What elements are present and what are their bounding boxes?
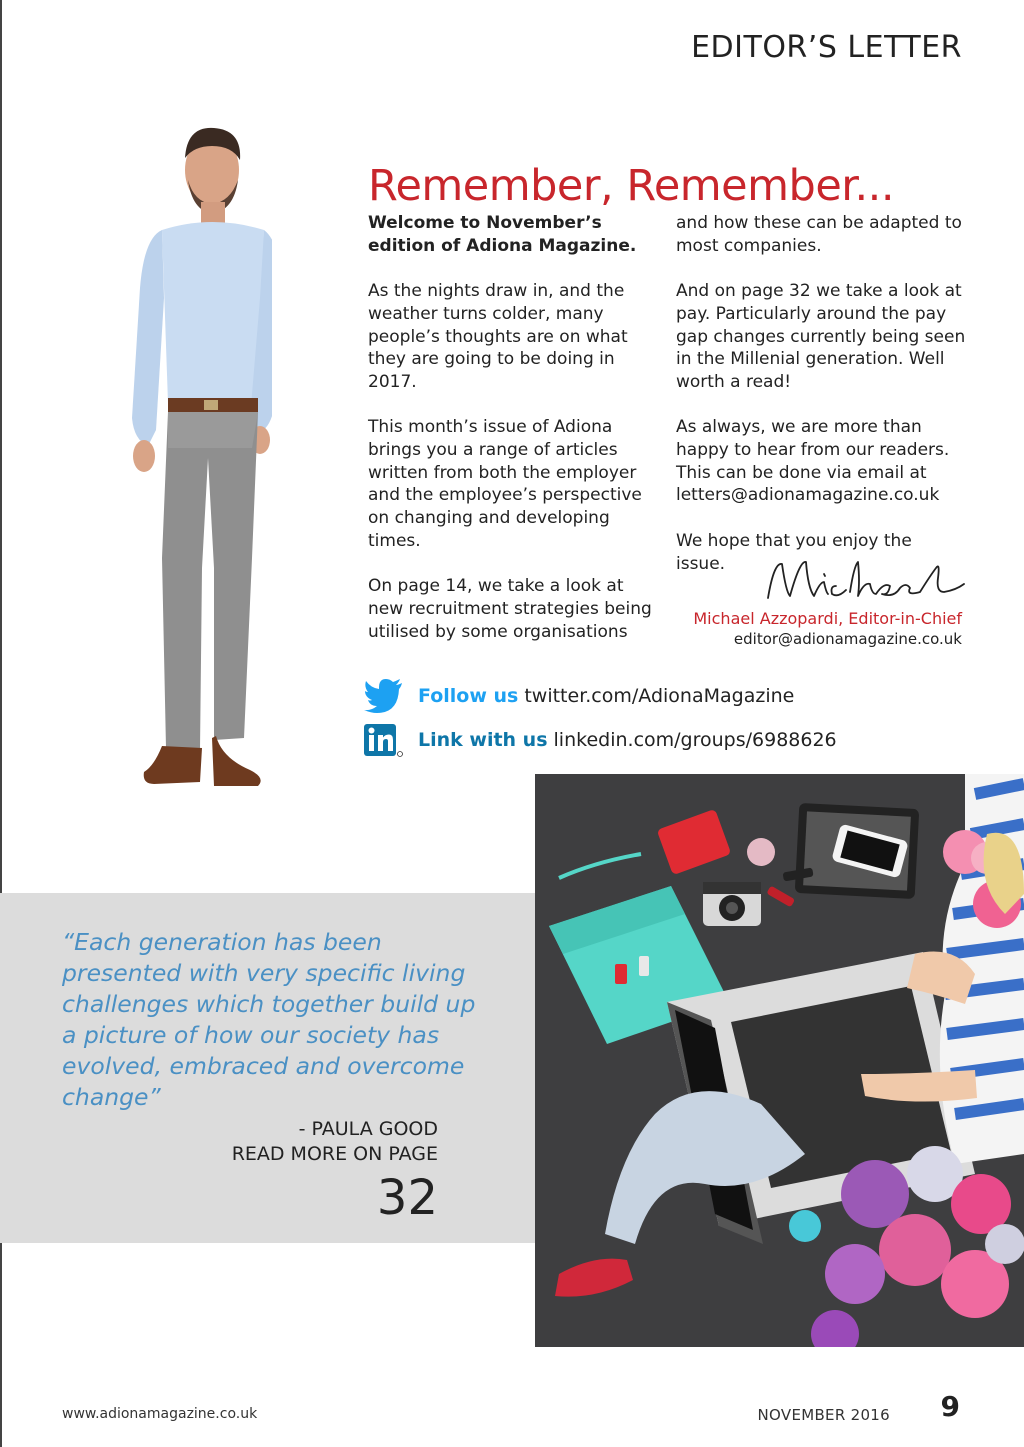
twitter-bird-icon [364,678,404,714]
article-paragraph: On page 14, we take a look at new recruitment strategies being utilised by some organisations [368,576,652,642]
article-title: Remember, Remember... [368,160,895,211]
read-more-page[interactable]: 32 [376,1170,438,1226]
linkedin-label: Link with us [418,729,548,751]
footer-date: NOVEMBER 2016 [757,1406,890,1424]
section-label: EDITOR’S LETTER [691,30,962,65]
linkedin-icon [364,722,404,758]
article-column-right [676,212,966,598]
editor-name: Michael Azzopardi, Editor-in-Chief [693,609,962,628]
twitter-label: Follow us [418,685,519,707]
article-paragraph: As the nights draw in, and the weather turns colder, many people’s thoughts are on what they are going to be doing in 2017. [368,281,628,392]
twitter-url[interactable]: twitter.com/AdionaMagazine [524,685,795,707]
linkedin-link[interactable] [364,722,837,758]
article-column-left [368,212,660,666]
article-paragraph: We hope that you enjoy the issue. [676,530,912,574]
article-paragraph: This month’s issue of Adiona brings you a range of articles written from both the employer and the employee’s perspective on changing and developing times. [368,417,642,551]
editor-portrait [82,118,272,798]
page-number: 9 [940,1390,960,1423]
footer-website[interactable]: www.adionamagazine.co.uk [62,1406,258,1422]
read-more-label: READ MORE ON PAGE [231,1143,438,1165]
linkedin-url[interactable]: linkedin.com/groups/6988626 [553,729,837,751]
article-paragraph: and how these can be adapted to most companies. [676,213,962,256]
editor-signature [760,552,970,612]
twitter-follow[interactable] [364,678,794,714]
article-lead: Welcome to November’s edition of Adiona Magazine. [368,213,637,256]
lifestyle-photo [535,774,1024,1347]
article-paragraph: And on page 32 we take a look at pay. Particularly around the pay gap changes currently being seen in the Millenial generation. Well worth a read! [676,281,966,392]
article-paragraph: As always, we are more than happy to hear from our readers. This can be done via email at letters@adionamagazine.co.uk [676,417,950,506]
pull-quote-attribution: - PAULA GOOD [298,1118,438,1140]
pull-quote-text: “Each generation has been presented with very specific living challenges which together build up a picture of how our society has evolved, embraced and overcome change” [62,928,476,1111]
editor-email-link[interactable]: editor@adionamagazine.co.uk [733,630,962,648]
